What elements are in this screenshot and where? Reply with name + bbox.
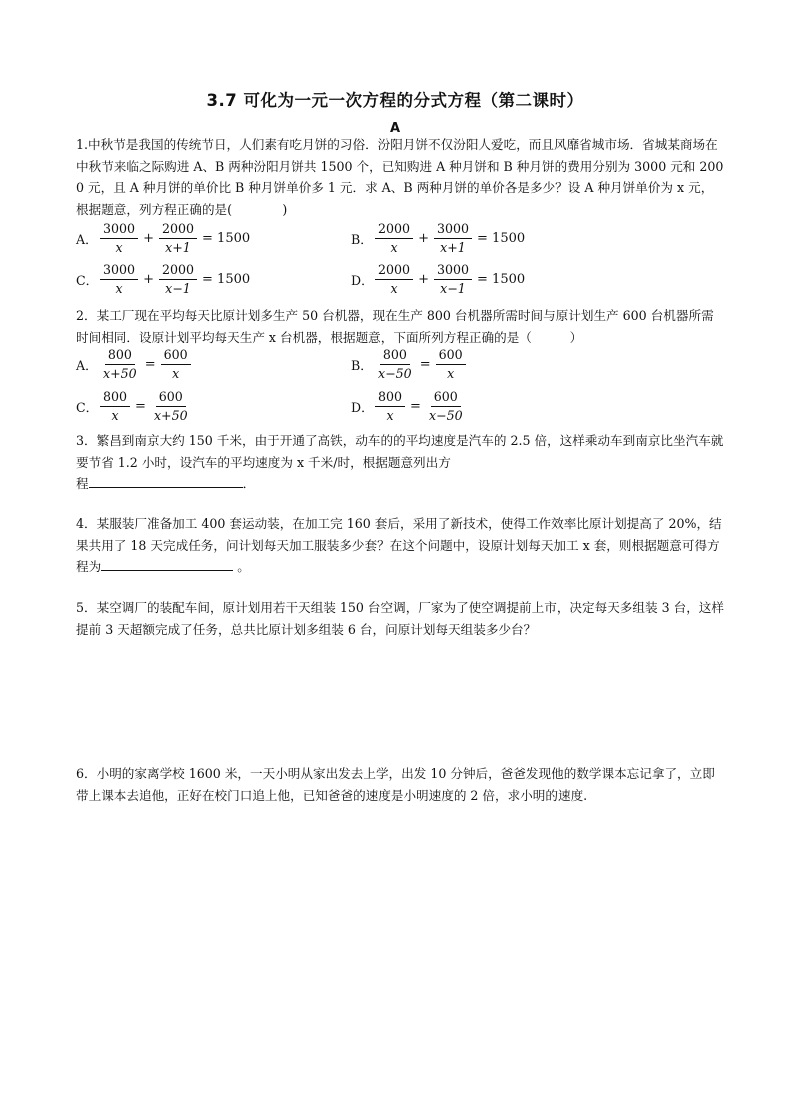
fraction: $\frac{600}{x}$: [161, 348, 191, 381]
fraction: $\frac{600}{x}$: [436, 348, 466, 381]
question-6-text: 6．小明的家离学校 1600 米，一天小明从家出发去上学，出发 10 分钟后，爸爸发现他的数学课本忘记拿了，立即带上课本去追他，正好在校门口追上他，已知爸爸的速度是小明速度的 2 倍，求小明的速度.: [76, 766, 715, 803]
page-title: 3.7 可化为一元一次方程的分式方程（第二课时）: [206, 91, 584, 110]
q1-option-a[interactable]: A． $\frac{3000}{x}$ + $\frac{2000}{x+1}$ = 1500: [76, 221, 251, 255]
fraction: $\frac{2000}{x}$: [375, 222, 413, 255]
q2-option-a[interactable]: A． $\frac{800}{x+50}$ = $\frac{600}{x}$: [76, 348, 193, 381]
q1-option-c[interactable]: C． $\frac{3000}{x}$ + $\frac{2000}{x-1}$ = 1500: [76, 262, 251, 296]
fraction: $\frac{800}{x}$: [375, 390, 405, 423]
q2-option-c[interactable]: C． $\frac{800}{x}$ = $\frac{600}{x+50}$: [76, 390, 193, 423]
fraction: $\frac{3000}{x}$: [100, 263, 138, 296]
question-4-text: 4．某服装厂准备加工 400 套运动装，在加工完 160 套后，采用了新技术，使得工作效率比原计划提高了 20%，结果共用了 18 天完成任务，问计划每天加工服装多少套？在这个问题中，设原计划每天加工 x 套，则根据题意可得方程为 。: [76, 516, 722, 574]
fraction: $\frac{3000}{x-1}$: [434, 263, 472, 296]
fraction: $\frac{600}{x-50}$: [428, 389, 463, 423]
q1-option-b[interactable]: B． $\frac{2000}{x}$ + $\frac{3000}{x+1}$ = 1500: [351, 221, 526, 255]
fraction: $\frac{800}{x+50}$: [103, 347, 137, 381]
fraction: $\frac{2000}{x-1}$: [159, 263, 197, 296]
fraction: $\frac{2000}{x}$: [375, 263, 413, 296]
q2-option-b[interactable]: B． $\frac{800}{x-50}$ = $\frac{600}{x}$: [351, 348, 468, 381]
question-2-text: 2．某工厂现在平均每天比原计划多生产 50 台机器，现在生产 800 台机器所需时间与原计划生产 600 台机器所需时间相同．设原计划平均每天生产 x 台机器，根据题意，下面所列方程正确的是（ ）: [76, 308, 714, 345]
section-heading: A: [389, 121, 401, 136]
fraction: $\frac{3000}{x}$: [100, 222, 138, 255]
fraction: $\frac{800}{x}$: [100, 390, 130, 423]
question-3-text: 3．繁昌到南京大约 150 千米，由于开通了高铁，动车的的平均速度是汽车的 2.5 倍，这样乘动车到南京比坐汽车就要节省 1.2 小时，设汽车的平均速度为 x 千米/时，根据题意列出方 程 ．: [76, 433, 724, 491]
fraction: $\frac{800}{x-50}$: [378, 347, 412, 381]
fraction: $\frac{3000}{x+1}$: [434, 222, 472, 255]
answer-blank[interactable]: [89, 473, 243, 488]
q1-option-d[interactable]: D． $\frac{2000}{x}$ + $\frac{3000}{x-1}$ = 1500: [351, 262, 526, 296]
question-5-text: 5．某空调厂的装配车间，原计划用若干天组装 150 台空调，厂家为了使空调提前上市，决定每天多组装 3 台，这样提前 3 天超额完成了任务，总共比原计划多组装 6 台，问原计划每天组装多少台？: [76, 600, 724, 637]
question-1-text: 1.中秋节是我国的传统节日，人们素有吃月饼的习俗．汾阳月饼不仅汾阳人爱吃，而且风靡省城市场．省城某商场在中秋节来临之际购进 A、B 两种汾阳月饼共 1500 个，已知购进 A 种月饼和 B 种月饼的费用分别为 3000 元和 2000 元，且 A 种月饼的单价比 B 种月饼单价多 1 元．求 A、B 两种月饼的单价各是多少？设 A 种月饼单价为 x 元，根据题意，列方程正确的是( ): [76, 137, 724, 217]
q2-option-d[interactable]: D． $\frac{800}{x}$ = $\frac{600}{x-50}$: [351, 390, 468, 423]
fraction: $\frac{2000}{x+1}$: [159, 222, 197, 255]
answer-blank[interactable]: [101, 556, 233, 571]
fraction: $\frac{600}{x+50}$: [153, 389, 188, 423]
